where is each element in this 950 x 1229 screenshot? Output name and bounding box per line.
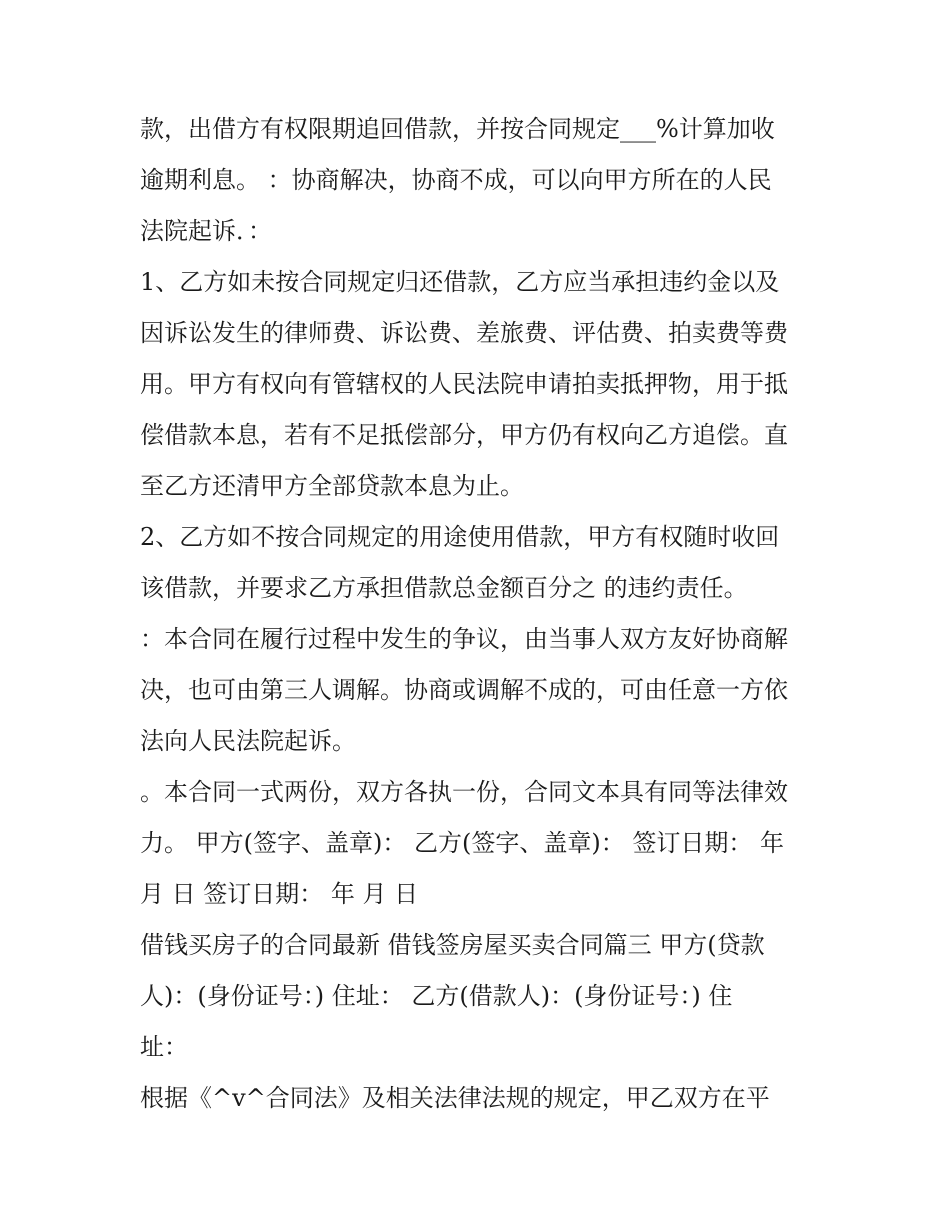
paragraph-overdue-interest bbox=[140, 104, 830, 257]
paragraph-contract-three-header bbox=[140, 920, 830, 1073]
paragraph-clause-2 bbox=[140, 512, 830, 614]
text-line: 法向人民法院起诉。 bbox=[140, 727, 356, 755]
text-line: 决，也可由第三人调解。协商或调解不成的，可由任意一方依 bbox=[140, 676, 788, 704]
text-line: 人)：(身份证号：) 住址： 乙方(借款人)：(身份证号：) 住 bbox=[140, 982, 733, 1010]
text-line: 法院起诉．： bbox=[140, 217, 272, 245]
paragraph-copies-signatures bbox=[140, 767, 830, 920]
text-line: 根据《^v^合同法》及相关法律法规的规定，甲乙双方在平 bbox=[140, 1084, 770, 1112]
text-line: 逾期利息。 ：协商解决，协商不成，可以向甲方所在的人民 bbox=[140, 166, 772, 194]
text-line: 至乙方还清甲方全部贷款本息为止。 bbox=[140, 472, 524, 500]
text-line: 2、乙方如不按合同规定的用途使用借款，甲方有权随时收回 bbox=[140, 523, 780, 551]
text-line: ：本合同在履行过程中发生的争议，由当事人双方友好协商解 bbox=[140, 625, 788, 653]
text-line: 址： bbox=[140, 1033, 188, 1061]
paragraph-legal-basis bbox=[140, 1073, 830, 1124]
text-line: 借钱买房子的合同最新 借钱签房屋买卖合同篇三 甲方(贷款 bbox=[140, 931, 765, 959]
paragraph-dispute-resolution bbox=[140, 614, 830, 767]
text-line: 1、乙方如未按合同规定归还借款，乙方应当承担违约金以及 bbox=[140, 268, 780, 296]
text-line: 款，出借方有权限期追回借款，并按合同规定___%计算加收 bbox=[140, 115, 775, 143]
text-line: 。本合同一式两份，双方各执一份，合同文本具有同等法律效 bbox=[140, 778, 788, 806]
document-body bbox=[140, 104, 830, 1124]
text-line: 该借款，并要求乙方承担借款总金额百分之 的违约责任。 bbox=[140, 574, 748, 602]
text-line: 因诉讼发生的律师费、诉讼费、差旅费、评估费、拍卖费等费 bbox=[140, 319, 788, 347]
paragraph-clause-1 bbox=[140, 257, 830, 512]
text-line: 月 日 签订日期： 年 月 日 bbox=[140, 880, 419, 908]
text-line: 用。甲方有权向有管辖权的人民法院申请拍卖抵押物，用于抵 bbox=[140, 370, 788, 398]
text-line: 偿借款本息，若有不足抵偿部分，甲方仍有权向乙方追偿。直 bbox=[140, 421, 788, 449]
text-line: 力。 甲方(签字、盖章)： 乙方(签字、盖章)： 签订日期： 年 bbox=[140, 829, 784, 857]
